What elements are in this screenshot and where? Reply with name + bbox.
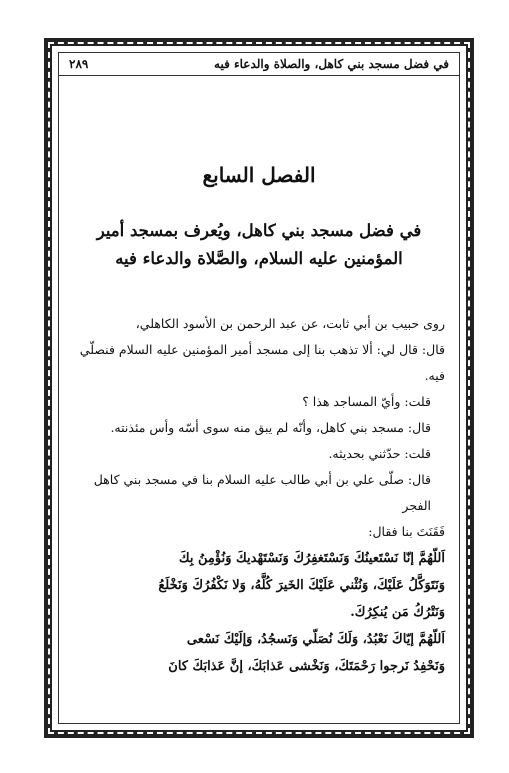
page-number: ٢٨٩ — [69, 57, 89, 71]
body-paragraph: فَقَنَتَ بنا فقال: — [368, 524, 445, 539]
body-paragraph: قال: مسجد بني كاهل، وأنّه لم يبق منه سوى أسّه وأس مئذنته. — [110, 420, 431, 435]
section-heading — [73, 217, 445, 273]
dua-line: اَللّهُمَّ إيّاكَ نَعْبُدُ، وَلَكَ نُصَلّي وَنَسجُدُ، وَإلَيْكَ نَسْعى — [186, 632, 445, 647]
dua-line: وَنَتَوَكَّلُ عَلَيْكَ، وَنُثْني عَلَيْكَ الخَيرَ كُلَّهُ، وَلا نَكْفُرُكَ وَنَخْلَعُ — [158, 578, 445, 593]
body-paragraph: قال: قال لي: ألا تذهب بنا إلى مسجد أمير المؤمنين عليه السلام فنصلّي فيه. — [79, 342, 445, 383]
page-content — [73, 163, 445, 680]
page-border — [44, 38, 474, 738]
body-paragraph: قال: صلّى علي بن أبي طالب عليه السلام بنا في مسجد بني كاهل الفجر — [93, 472, 431, 513]
dua-line: وَنَحْفِدُ نَرجوا رَحْمَتَكَ، وَنَخْشى عَذابَكَ، إنَّ عَذابَكَ كانَ — [168, 659, 445, 674]
chapter-title: الفصل السابع — [202, 163, 316, 187]
section-heading-line: في فضل مسجد بني كاهل، ويُعرف بمسجد أمير — [96, 221, 422, 240]
body-paragraph: روى حبيب بن أبي ثابت، عن عبد الرحمن بن الأسود الكاهلي، — [135, 316, 445, 331]
body-paragraph: قلت: وأيّ المساجد هذا ؟ — [302, 394, 431, 409]
running-title: في فضل مسجد بني كاهل، والصلاة والدعاء فيه — [214, 57, 449, 71]
dua-line: اَللّهُمَّ إنّا نَسْتَعينُكَ وَنَسْتَغفِرُكَ وَنَسْتَهْديكَ وَنُؤْمِنُ بِكَ — [178, 551, 445, 566]
section-heading-line: المؤمنين عليه السلام، والصَّلاة والدعاء فيه — [115, 249, 403, 268]
body-paragraph: قلت: حدّثني بحديثه. — [328, 446, 431, 461]
running-header — [59, 53, 459, 76]
page-inner — [58, 52, 460, 724]
dua-line: وَنَتْرُكُ مَن يُنكِرُكَ. — [350, 605, 445, 620]
